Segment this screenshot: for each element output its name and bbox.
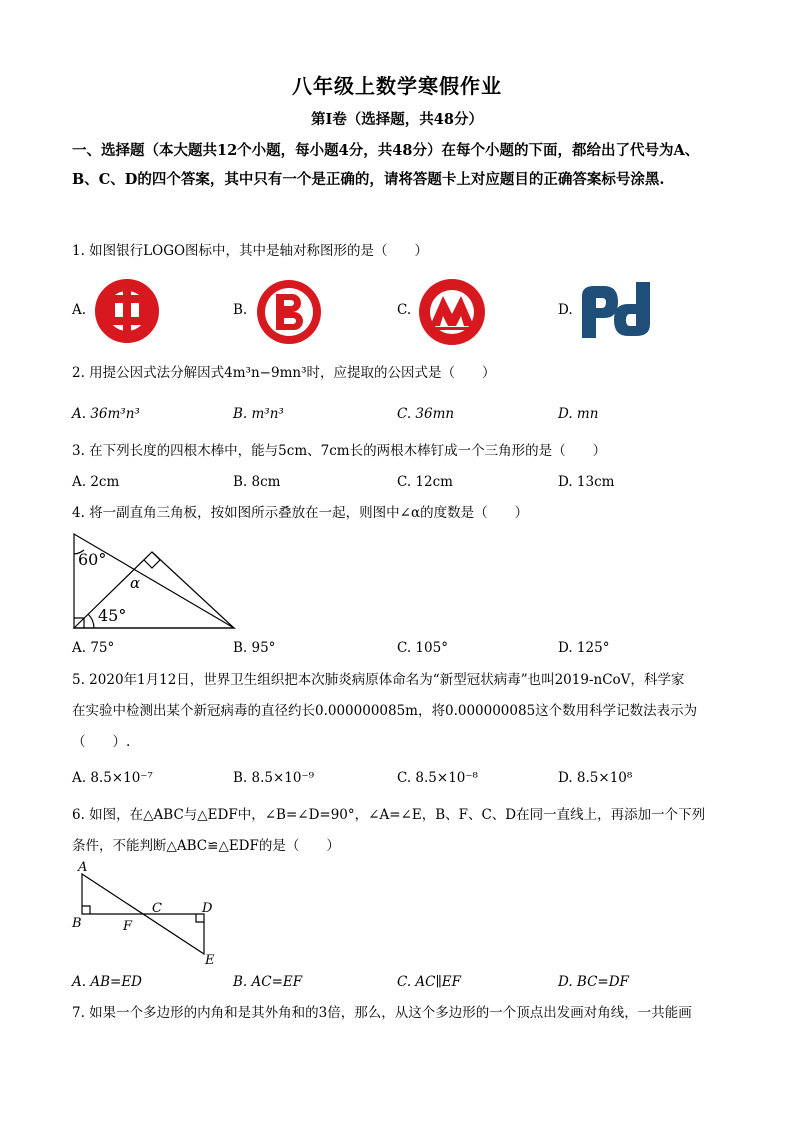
question-3-stem: 3. 在下列长度的四根木棒中，能与5cm、7cm长的两根木棒钉成一个三角形的是（ ） bbox=[72, 443, 607, 459]
bank-of-beijing-logo-icon bbox=[255, 278, 323, 346]
figure-4-label-alpha: α bbox=[130, 574, 141, 592]
question-6-option-b: B. AC=EF bbox=[233, 974, 303, 990]
question-4-option-b: B. 95° bbox=[233, 640, 276, 656]
figure-6-label-a: A bbox=[78, 860, 88, 875]
figure-6-label-f: F bbox=[123, 919, 133, 934]
question-3-option-a: A. 2cm bbox=[72, 474, 120, 490]
question-7-stem: 7. 如果一个多边形的内角和是其外角和的3倍，那么，从这个多边形的一个顶点出发画对角线，一共能画 bbox=[72, 1005, 692, 1021]
question-1-option-c: C. bbox=[397, 302, 412, 318]
figure-6-label-b: B bbox=[72, 916, 82, 931]
question-6-option-d: D. BC=DF bbox=[558, 974, 629, 990]
bank-of-china-logo-icon bbox=[94, 278, 160, 344]
question-5-stem-line-1: 5. 2020年1月12日，世界卫生组织把本次肺炎病原体命名为“新型冠状病毒”也叫2019-nCoV，科学家 bbox=[72, 672, 685, 688]
question-4-option-c: C. 105° bbox=[397, 640, 448, 656]
question-2-option-c: C. 36mn bbox=[397, 406, 455, 422]
question-3-option-d: D. 13cm bbox=[558, 474, 615, 490]
china-merchants-bank-logo-icon bbox=[418, 278, 486, 346]
question-1-option-b: B. bbox=[233, 302, 248, 318]
page-subtitle: 第Ⅰ卷（选择题，共48分） bbox=[311, 111, 483, 128]
triangles-figure bbox=[70, 858, 220, 968]
triangle-rulers-figure bbox=[70, 530, 240, 632]
question-4-option-a: A. 75° bbox=[72, 640, 115, 656]
figure-6-label-d: D bbox=[202, 901, 213, 916]
question-6-option-c: C. AC∥EF bbox=[397, 974, 461, 990]
question-2-option-b: B. m³n³ bbox=[233, 406, 284, 422]
figure-4-label-45: 45° bbox=[98, 606, 127, 625]
figure-6-label-c: C bbox=[152, 901, 162, 916]
question-1-stem: 1. 如图银行LOGO图标中，其中是轴对称图形的是（ ） bbox=[72, 243, 429, 259]
question-4-option-d: D. 125° bbox=[558, 640, 610, 656]
question-5-option-a: A. 8.5×10⁻⁷ bbox=[72, 770, 153, 786]
page-title: 八年级上数学寒假作业 bbox=[292, 74, 502, 98]
spd-bank-logo-icon bbox=[580, 280, 652, 342]
figure-6-label-e: E bbox=[205, 953, 215, 968]
section-heading: 一、选择题（本大题共12个小题，每小题4分，共48分）在每个小题的下面，都给出了代号为A、B、C、D的四个答案，其中只有一个是正确的，请将答题卡上对应题目的正确答案标号涂黑. bbox=[72, 142, 700, 188]
question-5-stem-line-2: 在实验中检测出某个新冠病毒的直径约长0.000000085m，将0.000000085这个数用科学记数法表示为 bbox=[72, 703, 698, 719]
question-2-stem: 2. 用提公因式法分解因式4m³n−9mn³时，应提取的公因式是（ ） bbox=[72, 365, 496, 381]
question-6-option-a: A. AB=ED bbox=[72, 974, 142, 990]
question-5-option-d: D. 8.5×10⁸ bbox=[558, 770, 633, 786]
question-5-stem-line-3: （ ）. bbox=[72, 734, 131, 750]
question-3-option-b: B. 8cm bbox=[233, 474, 281, 490]
question-5-option-b: B. 8.5×10⁻⁹ bbox=[233, 770, 314, 786]
question-1-option-d: D. bbox=[558, 302, 573, 318]
question-1-option-a: A. bbox=[72, 302, 87, 318]
question-6-stem-line-1: 6. 如图，在△ABC与△EDF中，∠B=∠D=90°，∠A=∠E，B、F、C、D在同一直线上，再添加一个下列 bbox=[72, 807, 706, 823]
question-2-option-d: D. mn bbox=[558, 406, 599, 422]
question-5-option-c: C. 8.5×10⁻⁸ bbox=[397, 770, 478, 786]
question-4-stem: 4. 将一副直角三角板，按如图所示叠放在一起，则图中∠α的度数是（ ） bbox=[72, 505, 529, 521]
question-2-option-a: A. 36m³n³ bbox=[72, 406, 140, 422]
figure-4-label-60: 60° bbox=[78, 550, 107, 569]
question-6-stem-line-2: 条件，不能判断△ABC≌△EDF的是（ ） bbox=[72, 838, 340, 854]
question-3-option-c: C. 12cm bbox=[397, 474, 453, 490]
